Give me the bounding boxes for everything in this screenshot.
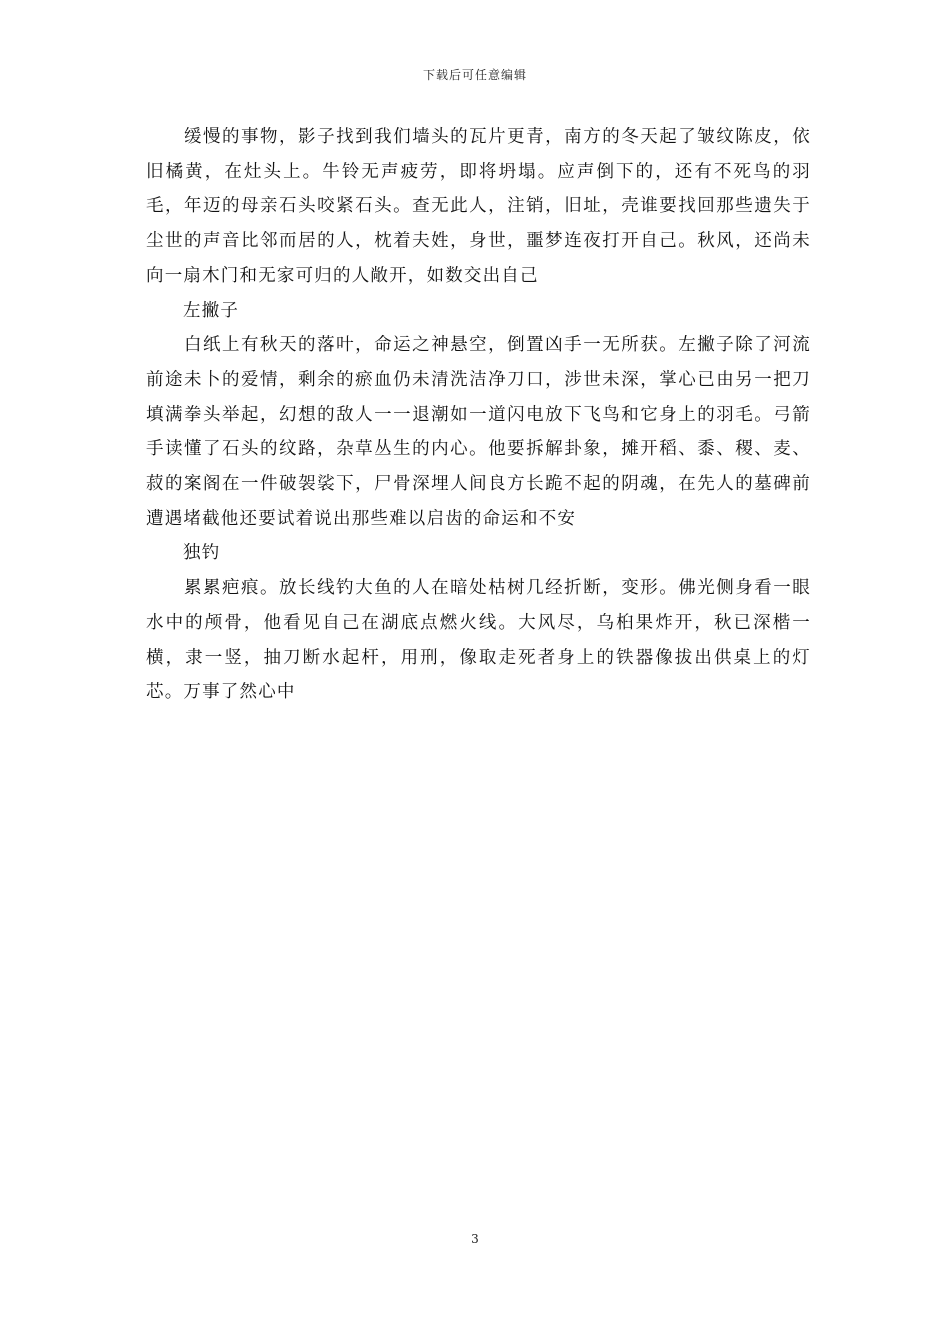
body-paragraph: 白纸上有秋天的落叶，命运之神悬空，倒置凶手一无所获。左撇子除了河流前途未卜的爱情，剩余的瘀血仍未清洗洁净刀口，涉世未深，掌心已由另一把刀填满拳头举起，幻想的敌人一一退潮如一道闪电放下飞鸟和它身上的羽毛。弓箭手读懂了石头的纹路，杂草丛生的内心。他要拆解卦象，摊开稻、黍、稷、麦、菽的案阁在一件破袈裟下，尸骨深埋人间良方长跪不起的阴魂，在先人的墓碑前遭遇堵截他还要试着说出那些难以启齿的命运和不安 (146, 335, 811, 529)
page-header: 下载后可任意编辑 (422, 68, 527, 82)
section-heading: 独钓 (183, 543, 221, 564)
body-paragraph: 缓慢的事物，影子找到我们墙头的瓦片更青，南方的冬天起了皱纹陈皮，依旧橘黄，在灶头上。牛铃无声疲劳，即将坍塌。应声倒下的，还有不死鸟的羽毛，年迈的母亲石头咬紧石头。查无此人，注销，旧址，壳谁要找回那些遗失于尘世的声音比邻而居的人，枕着夫姓，身世，噩梦连夜打开自己。秋风，还尚未向一扇木门和无家可归的人敞开，如数交出自己 (146, 127, 811, 286)
document-body (146, 120, 811, 710)
page-number: 3 (471, 1232, 479, 1246)
section-heading: 左撇子 (183, 300, 240, 321)
body-paragraph: 累累疤痕。放长线钓大鱼的人在暗处枯树几经折断，变形。佛光侧身看一眼水中的颅骨，他看见自己在湖底点燃火线。大风尽，乌桕果炸开，秋已深楷一横，隶一竖，抽刀断水起杆，用刑，像取走死者身上的铁器像拔出供桌上的灯芯。万事了然心中 (146, 578, 811, 703)
